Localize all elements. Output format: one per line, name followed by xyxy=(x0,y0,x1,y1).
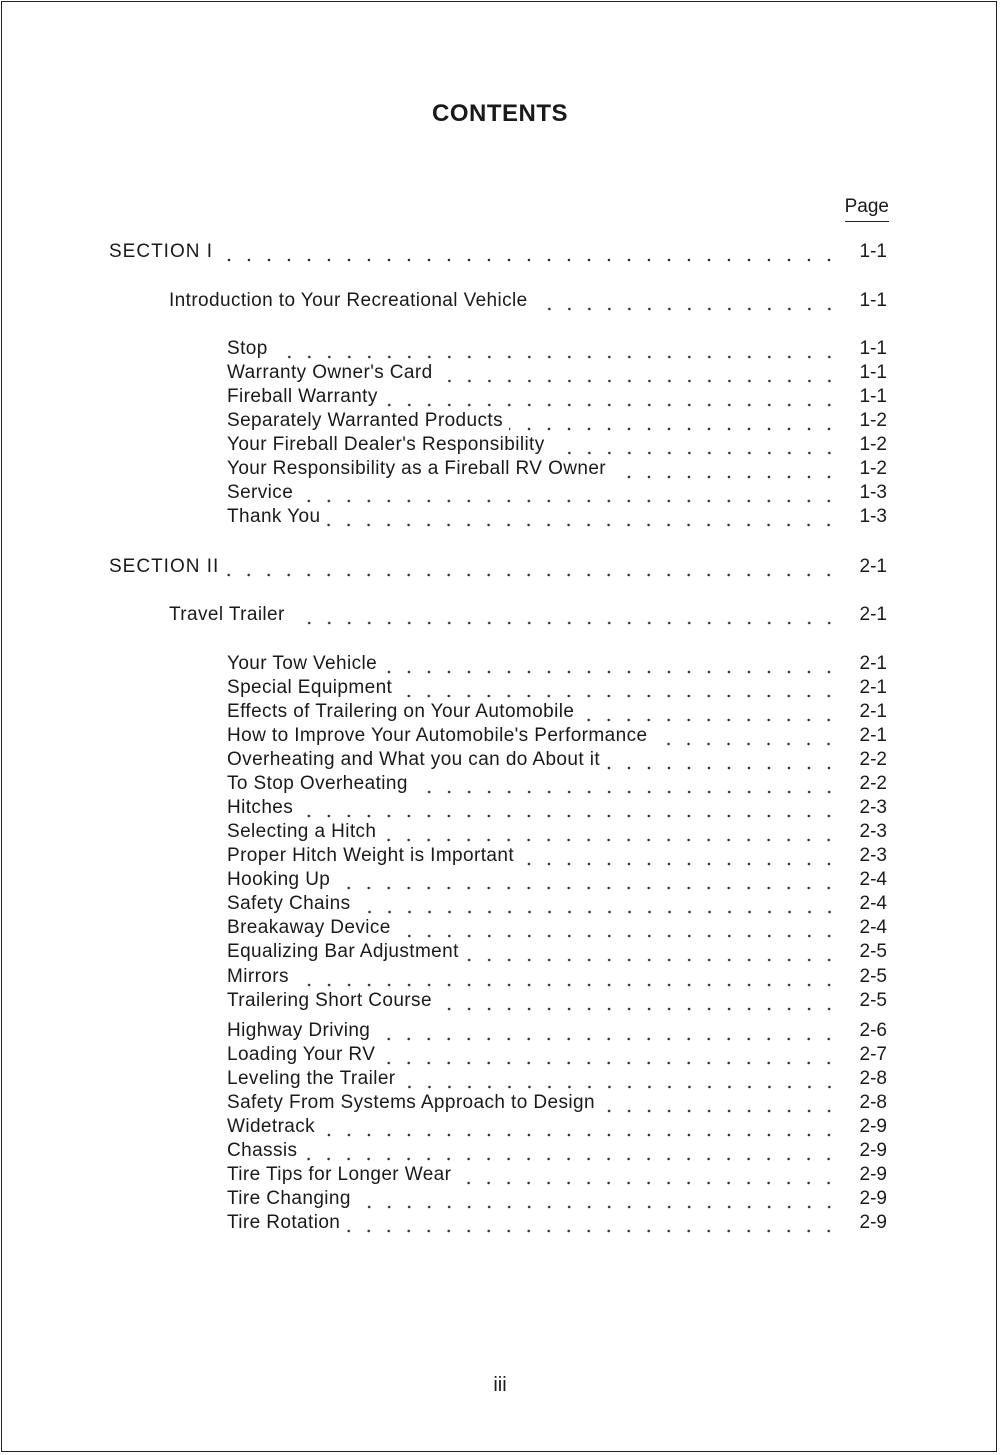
toc-entry-page: 2-1 xyxy=(859,556,887,577)
toc-entry-page: 2-9 xyxy=(859,1116,887,1137)
toc-entry-text: Overheating and What you can do About it xyxy=(227,749,601,770)
toc-entry xyxy=(227,382,887,408)
toc-entry-text: Your Fireball Dealer's Responsibility xyxy=(227,434,545,455)
toc-section-heading xyxy=(109,237,887,263)
toc-entry-page: 1-1 xyxy=(859,362,887,383)
toc-entry xyxy=(227,406,887,432)
toc-entry-page: 1-2 xyxy=(859,410,887,431)
toc-entry-text: Loading Your RV xyxy=(227,1044,376,1065)
toc-entry xyxy=(227,986,887,1012)
toc-entry xyxy=(227,937,887,963)
toc-entry-page: 2-3 xyxy=(859,845,887,866)
toc-entry-text: How to Improve Your Automobile's Performance xyxy=(227,725,648,746)
toc-entry-page: 2-9 xyxy=(859,1188,887,1209)
toc-entry xyxy=(227,478,887,504)
toc-entry-text: To Stop Overheating xyxy=(227,773,408,794)
toc-entry xyxy=(227,1112,887,1138)
toc-entry xyxy=(227,334,887,360)
toc-entry-text: Travel Trailer xyxy=(169,604,285,625)
toc-entry xyxy=(227,649,887,675)
toc-subsection xyxy=(169,600,887,626)
toc-entry-text: Widetrack xyxy=(227,1116,316,1137)
toc-entry xyxy=(227,841,887,867)
toc-entry-text: Equalizing Bar Adjustment xyxy=(227,941,459,962)
toc-entry-text: Your Responsibility as a Fireball RV Owner xyxy=(227,458,607,479)
toc-entry-text: Service xyxy=(227,482,294,503)
toc-entry-page: 1-3 xyxy=(859,482,887,503)
toc-entry-text: Fireball Warranty xyxy=(227,386,378,407)
dot-leader xyxy=(346,1216,839,1234)
toc-entry-page: 1-1 xyxy=(859,386,887,407)
toc-entry-text: Special Equipment xyxy=(227,677,393,698)
toc-entry-page: 2-5 xyxy=(859,966,887,987)
toc-entry-text: Hitches xyxy=(227,797,294,818)
toc-entry-text: Safety Chains xyxy=(227,893,351,914)
toc-entry-text: Highway Driving xyxy=(227,1020,371,1041)
toc-entry-text: Your Tow Vehicle xyxy=(227,653,378,674)
toc-entry xyxy=(227,1208,887,1234)
toc-entry-text: Thank You xyxy=(227,506,321,527)
toc-entry-text: Trailering Short Course xyxy=(227,990,432,1011)
toc-entry-text: Tire Rotation xyxy=(227,1212,341,1233)
toc-entry-page: 2-3 xyxy=(859,797,887,818)
toc-entry-text: Proper Hitch Weight is Important xyxy=(227,845,515,866)
dot-leader xyxy=(219,245,839,263)
toc-entry-text: Introduction to Your Recreational Vehicle xyxy=(169,290,528,311)
toc-entry xyxy=(227,817,887,843)
toc-entry xyxy=(227,721,887,747)
dot-leader xyxy=(534,294,839,312)
toc-entry xyxy=(227,1064,887,1090)
toc-entry-text: Leveling the Trailer xyxy=(227,1068,396,1089)
toc-entry-page: 2-9 xyxy=(859,1140,887,1161)
toc-entry-page: 1-1 xyxy=(859,241,887,262)
toc-entry-page: 2-4 xyxy=(859,917,887,938)
toc-entry xyxy=(227,358,887,384)
toc-entry-page: 2-9 xyxy=(859,1164,887,1185)
page-column-label: Page xyxy=(845,196,889,222)
toc-entry xyxy=(227,430,887,456)
toc-entry-page: 2-1 xyxy=(859,701,887,722)
toc-entry-text: Separately Warranted Products xyxy=(227,410,503,431)
toc-entry-text: Tire Tips for Longer Wear xyxy=(227,1164,452,1185)
toc-entry-page: 1-3 xyxy=(859,506,887,527)
toc-entry xyxy=(227,745,887,771)
toc-entry-page: 2-1 xyxy=(859,604,887,625)
dot-leader xyxy=(291,608,839,626)
toc-entry-page: 1-2 xyxy=(859,434,887,455)
toc-entry-text: Hooking Up xyxy=(227,869,331,890)
toc-section-heading xyxy=(109,552,887,578)
toc-entry-text: Selecting a Hitch xyxy=(227,821,377,842)
toc-entry-text: Breakaway Device xyxy=(227,917,391,938)
toc-entry xyxy=(227,454,887,480)
toc-entry-page: 2-7 xyxy=(859,1044,887,1065)
toc-entry-text: Effects of Trailering on Your Automobile xyxy=(227,701,575,722)
toc-entry-text: Tire Changing xyxy=(227,1188,351,1209)
toc-entry xyxy=(227,1016,887,1042)
toc-entry-page: 2-4 xyxy=(859,893,887,914)
toc-entry-text: SECTION II xyxy=(109,556,220,577)
toc-entry xyxy=(227,697,887,723)
toc-entry xyxy=(227,1160,887,1186)
toc-entry xyxy=(227,1040,887,1066)
toc-entry-page: 2-1 xyxy=(859,725,887,746)
toc-entry-page: 1-1 xyxy=(859,338,887,359)
page-title: CONTENTS xyxy=(432,100,568,127)
toc-entry xyxy=(227,1184,887,1210)
toc-entry xyxy=(227,769,887,795)
toc-entry xyxy=(227,865,887,891)
toc-entry-page: 2-2 xyxy=(859,749,887,770)
toc-entry xyxy=(227,913,887,939)
dot-leader xyxy=(225,560,839,578)
toc-entry-page: 2-4 xyxy=(859,869,887,890)
toc-entry-page: 2-5 xyxy=(859,941,887,962)
toc-entry-page: 2-1 xyxy=(859,653,887,674)
toc-entry-text: Safety From Systems Approach to Design xyxy=(227,1092,595,1113)
dot-leader xyxy=(438,994,839,1012)
toc-entry-page: 2-1 xyxy=(859,677,887,698)
toc-entry-page: 2-5 xyxy=(859,990,887,1011)
toc-entry-page: 2-8 xyxy=(859,1068,887,1089)
page-number: iii xyxy=(493,1374,507,1396)
toc-entry-page: 2-8 xyxy=(859,1092,887,1113)
toc-entry-page: 2-6 xyxy=(859,1020,887,1041)
dot-leader xyxy=(326,510,839,528)
toc-entry xyxy=(227,793,887,819)
toc-entry xyxy=(227,673,887,699)
toc-entry-page: 2-9 xyxy=(859,1212,887,1233)
toc-subsection xyxy=(169,286,887,312)
toc-entry-text: Warranty Owner's Card xyxy=(227,362,433,383)
toc-entry-page: 2-2 xyxy=(859,773,887,794)
toc-entry-page: 2-3 xyxy=(859,821,887,842)
toc-entry xyxy=(227,889,887,915)
toc-entry-text: Mirrors xyxy=(227,966,289,987)
toc-entry-page: 1-1 xyxy=(859,290,887,311)
toc-entry xyxy=(227,962,887,988)
toc-entry-page: 1-2 xyxy=(859,458,887,479)
toc-entry-text: Stop xyxy=(227,338,268,359)
toc-entry xyxy=(227,1088,887,1114)
toc-entry xyxy=(227,502,887,528)
toc-entry-text: SECTION I xyxy=(109,241,214,262)
dot-leader xyxy=(465,945,839,963)
toc-entry-text: Chassis xyxy=(227,1140,298,1161)
toc-entry xyxy=(227,1136,887,1162)
